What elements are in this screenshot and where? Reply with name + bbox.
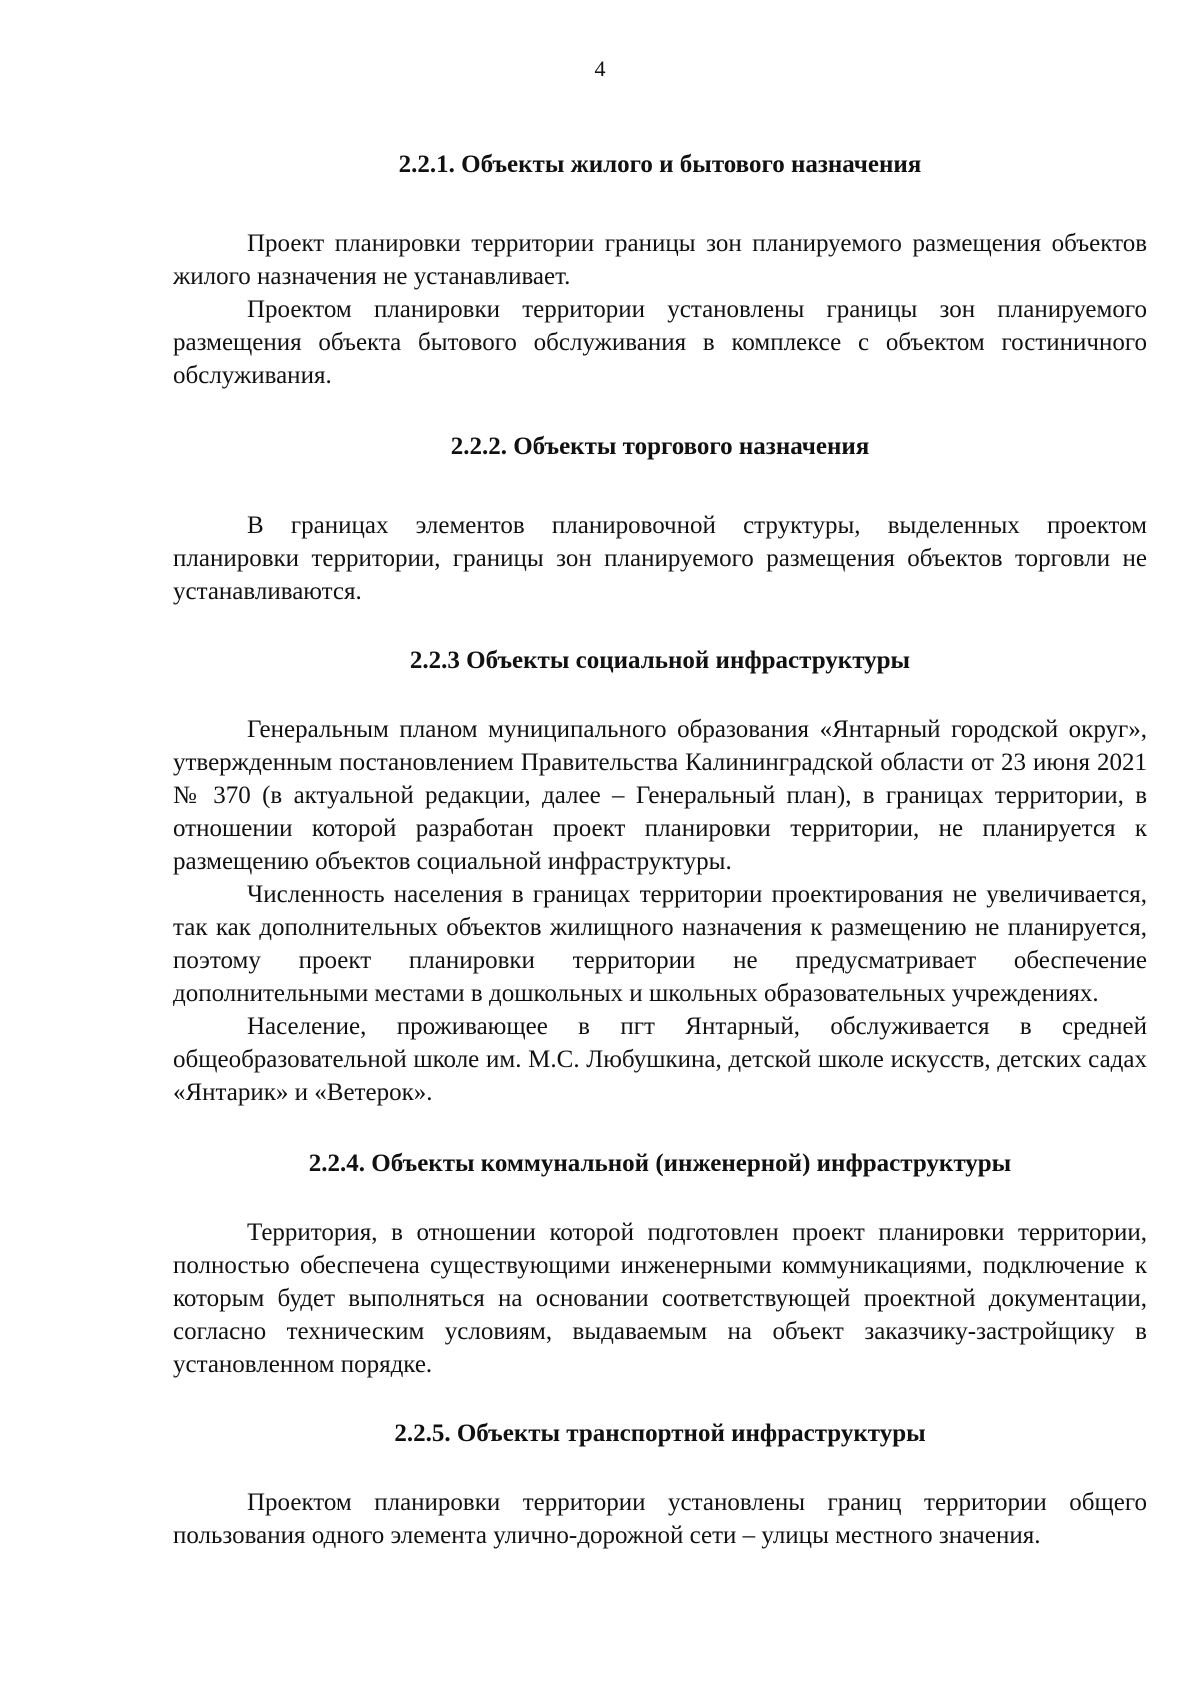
section-residential-household bbox=[173, 148, 1147, 392]
paragraph: Генеральным планом муниципального образования «Янтарный городской округ», утвержденным постановлением Правительства Калининградской области от 23 июня 2021 № 370 (в актуальной редакции, далее – Генеральный план), в границах территории, в отношении которой разработан проект планировки территории, не планируется к размещению объектов социальной инфраструктуры. bbox=[173, 716, 1147, 875]
paragraph: В границах элементов планировочной структуры, выделенных проектом планировки территории, границы зон планируемого размещения объектов торговли не устанавливаются. bbox=[173, 512, 1147, 605]
section-heading: 2.2.1. Объекты жилого и бытового назначения bbox=[398, 151, 922, 178]
section-heading: 2.2.2. Объекты торгового назначения bbox=[450, 433, 870, 460]
section-trade bbox=[173, 430, 1147, 608]
paragraph: Население, проживающее в пгт Янтарный, обслуживается в средней общеобразовательной школе им. М.С. Любушкина, детской школе искусств, детских садах «Янтарик» и «Ветерок». bbox=[173, 1013, 1147, 1106]
section-heading: 2.2.4. Объекты коммунальной (инженерной) инфраструктуры bbox=[308, 1150, 1012, 1177]
section-heading: 2.2.5. Объекты транспортной инфраструктуры bbox=[394, 1420, 926, 1447]
paragraph: Территория, в отношении которой подготовлен проект планировки территории, полностью обеспечена существующими инженерными коммуникациями, подключение к которым будет выполняться на основании соответствующей проектной документации, согласно техническим условиям, выдаваемым на объект заказчику-застройщику в установленном порядке. bbox=[173, 1219, 1147, 1378]
paragraph: Проектом планировки территории установлены границы зон планируемого размещения объекта бытового обслуживания в комплексе с объектом гостиничного обслуживания. bbox=[173, 296, 1147, 389]
section-heading: 2.2.3 Объекты социальной инфраструктуры bbox=[409, 647, 911, 674]
paragraph: Проектом планировки территории установлены границ территории общего пользования одного элемента улично-дорожной сети – улицы местного значения. bbox=[173, 1489, 1147, 1549]
page-number: 4 bbox=[594, 56, 606, 81]
document-body bbox=[173, 148, 1147, 1552]
paragraph: Численность населения в границах территории проектирования не увеличивается, так как дополнительных объектов жилищного назначения к размещению не планируется, поэтому проект планировки территории не предусматривает обеспечение дополнительными местами в дошкольных и школьных образовательных учреждениях. bbox=[173, 881, 1147, 1007]
paragraph: Проект планировки территории границы зон планируемого размещения объектов жилого назначения не устанавливает. bbox=[173, 230, 1147, 290]
section-social-infrastructure bbox=[173, 644, 1147, 1109]
section-transport-infrastructure bbox=[173, 1417, 1147, 1552]
section-utility-infrastructure bbox=[173, 1147, 1147, 1381]
